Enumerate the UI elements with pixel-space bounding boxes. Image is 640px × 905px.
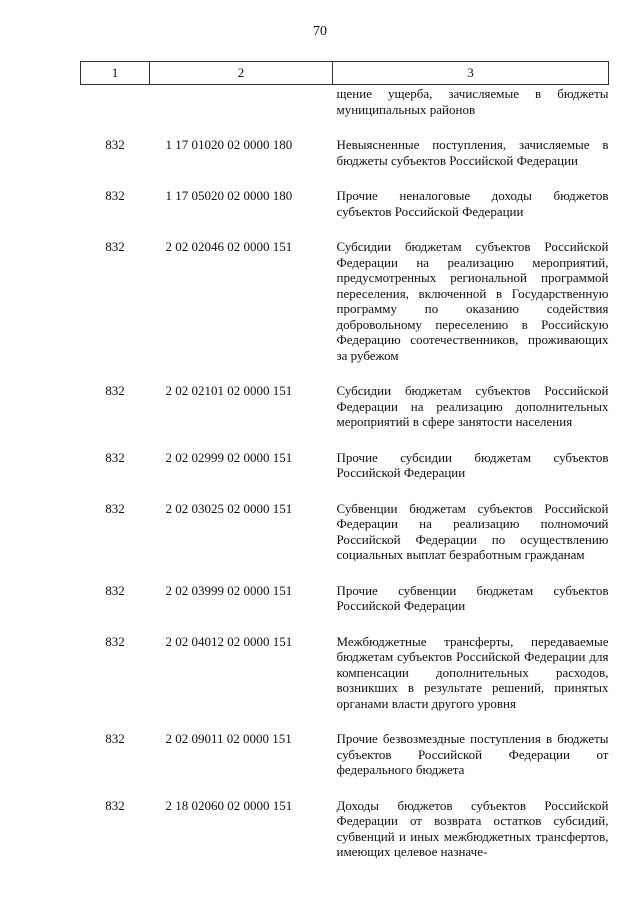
income-description: Доходы бюджетов субъектов Российской Федерации от возврата остатков субсидий, субвенций и иных межбюджетных трансфертов, имеющих целевое назначе- <box>336 797 609 859</box>
admin-code: 832 <box>105 582 125 598</box>
admin-code: 832 <box>105 500 125 516</box>
budget-classification-code: 2 02 03999 02 0000 151 <box>165 582 293 598</box>
page-number: 70 <box>313 24 327 39</box>
budget-classification-code: 2 02 04012 02 0000 151 <box>165 633 293 649</box>
header-col-1: 1 <box>81 62 150 85</box>
table-row <box>81 450 609 501</box>
income-description: Прочие неналоговые доходы бюджетов субъектов Российской Федерации <box>336 188 609 219</box>
table-row <box>81 188 609 239</box>
table-row <box>81 239 609 383</box>
table-row <box>81 137 609 188</box>
income-description: Субвенции бюджетам субъектов Российской Федерации на реализацию полномочий Российской Федерации по осуществлению социальных выплат безработным гражданам <box>336 500 609 562</box>
income-description: Прочие безвозмездные поступления в бюджеты субъектов Российской Федерации от федерального бюджета <box>336 731 609 777</box>
admin-code: 832 <box>105 797 125 813</box>
budget-classification-code <box>150 85 333 138</box>
table-row <box>81 731 609 798</box>
income-description: Прочие субвенции бюджетам субъектов Российской Федерации <box>336 582 609 613</box>
admin-code: 832 <box>105 239 125 254</box>
income-description: Межбюджетные трансферты, передаваемые бюджетам субъектов Российской Федерации для компенсации дополнительных расходов, возникших в результате решений, принятых органами власти другого уровня <box>336 633 609 711</box>
budget-codes-table <box>80 61 609 880</box>
budget-classification-code: 1 17 05020 02 0000 180 <box>165 188 293 203</box>
admin-code: 832 <box>105 731 125 746</box>
table-row <box>81 583 609 634</box>
admin-code: 832 <box>105 383 125 398</box>
admin-code: 832 <box>105 449 125 465</box>
admin-code <box>81 85 150 138</box>
budget-classification-code: 2 02 02999 02 0000 151 <box>165 449 293 465</box>
budget-classification-code: 2 02 02046 02 0000 151 <box>165 239 293 254</box>
budget-classification-code: 2 02 09011 02 0000 151 <box>165 731 292 746</box>
income-description: Субсидии бюджетам субъектов Российской Федерации на реализацию дополнительных мероприятий в сфере занятости населения <box>336 383 609 429</box>
table-row <box>81 798 609 880</box>
budget-classification-code: 2 02 03025 02 0000 151 <box>165 500 293 516</box>
table-row <box>81 85 609 138</box>
budget-classification-code: 1 17 01020 02 0000 180 <box>165 137 293 152</box>
table-row <box>81 634 609 732</box>
admin-code: 832 <box>105 188 125 203</box>
header-col-2: 2 <box>150 62 333 85</box>
table-row <box>81 383 609 450</box>
income-description: щение ущерба, зачисляемые в бюджеты муниципальных районов <box>336 86 609 117</box>
income-description: Прочие субсидии бюджетам субъектов Российской Федерации <box>336 449 609 480</box>
budget-classification-code: 2 02 02101 02 0000 151 <box>165 383 293 398</box>
table-row <box>81 501 609 583</box>
income-description: Субсидии бюджетам субъектов Российской Федерации на реализацию мероприятий, предусмотренных региональной программой переселения, включенной в Государственную программу по оказанию содействия добровольному переселению в Российскую Федерацию соотечественников, проживающих за рубежом <box>336 239 609 363</box>
table-header-row <box>81 62 609 85</box>
budget-classification-code: 2 18 02060 02 0000 151 <box>165 797 293 813</box>
admin-code: 832 <box>105 633 125 649</box>
income-description: Невыясненные поступления, зачисляемые в бюджеты субъектов Российской Федерации <box>336 137 609 168</box>
admin-code: 832 <box>105 137 125 152</box>
header-col-3: 3 <box>333 62 609 85</box>
